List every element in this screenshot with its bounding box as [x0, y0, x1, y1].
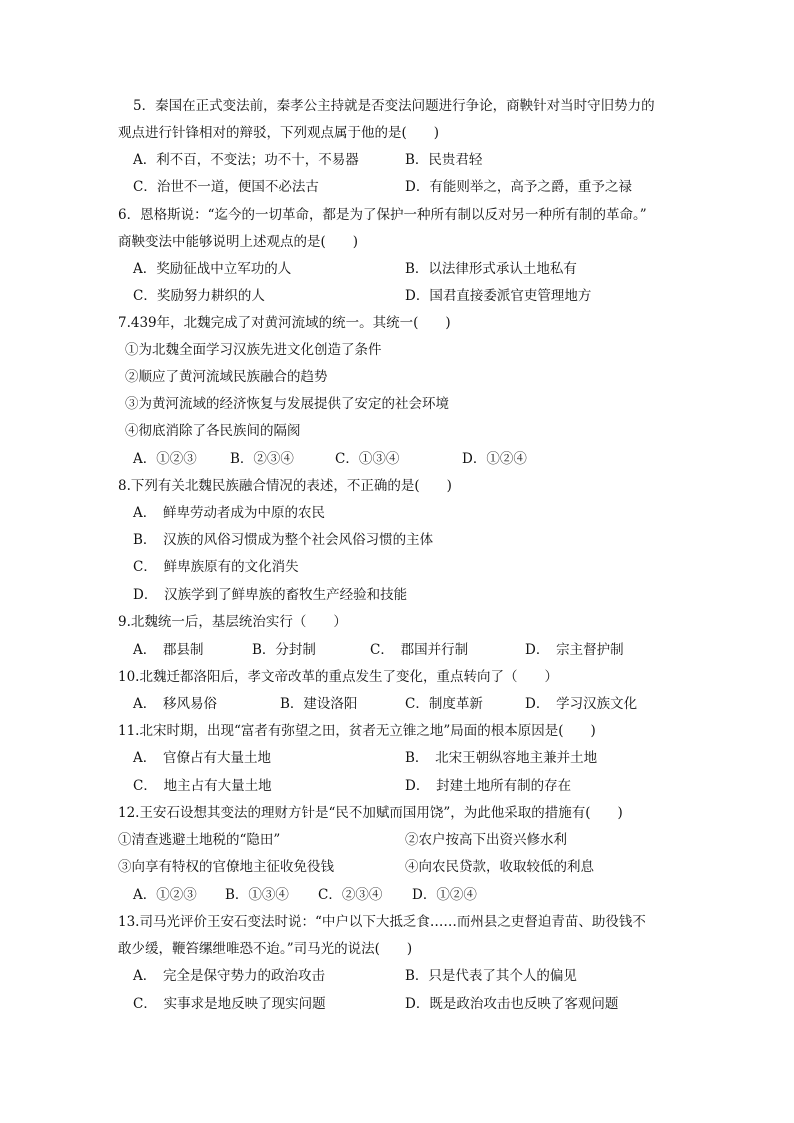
- q12-option-b: B．①③④: [225, 887, 289, 903]
- q7-item-2: ②顺应了黄河流域民族融合的趋势: [125, 369, 328, 385]
- q5-option-a: A．利不百，不变法；功不十，不易器: [133, 152, 359, 168]
- q8-stem: 8.下列有关北魏民族融合情况的表述，不正确的是( ): [118, 478, 452, 494]
- q5-option-c: C．治世不一道，便国不必法古: [133, 179, 319, 195]
- q8-option-b: B． 汉族的风俗习惯成为整个社会风俗习惯的主体: [133, 532, 434, 548]
- q6-option-d: D．国君直接委派官吏管理地方: [405, 288, 592, 304]
- q11-option-b: B． 北宋王朝纵容地主兼并土地: [405, 750, 598, 766]
- q7-item-3: ③为黄河流域的经济恢复与发展提供了安定的社会环境: [125, 396, 449, 412]
- q13-stem-line1: 13.司马光评价王安石变法时说：“中户以下大抵乏食……而州县之吏督迫青苗、助役钱不: [118, 914, 646, 930]
- q10-option-c: C．制度革新: [405, 696, 483, 712]
- q10-option-d: D． 学习汉族文化: [525, 696, 638, 712]
- q12-stem: 12.王安石设想其变法的理财方针是“民不加赋而国用饶”，为此他采取的措施有( ): [118, 805, 623, 821]
- q11-stem: 11.北宋时期，出现“富者有弥望之田，贫者无立锥之地”局面的根本原因是( ): [118, 723, 596, 739]
- q6-option-a: A．奖励征战中立军功的人: [133, 261, 292, 277]
- q12-item-4: ④向农民贷款，收取较低的利息: [405, 859, 594, 875]
- q8-option-a: A． 鲜卑劳动者成为中原的农民: [133, 505, 325, 521]
- q12-option-c: C．②③④: [318, 887, 383, 903]
- q7-item-4: ④彻底消除了各民族间的隔阂: [125, 423, 301, 439]
- q9-stem: 9.北魏统一后，基层统治实行（ ）: [118, 614, 347, 630]
- q12-item-2: ②农户按高下出资兴修水利: [405, 832, 567, 848]
- q11-option-a: A． 官僚占有大量土地: [133, 750, 271, 766]
- q6-option-b: B．以法律形式承认土地私有: [405, 261, 577, 277]
- q12-option-a: A．①②③: [133, 887, 197, 903]
- q8-option-d: D． 汉族学到了鲜卑族的畜牧生产经验和技能: [133, 587, 408, 603]
- q9-option-b: B．分封制: [252, 642, 316, 658]
- q7-stem: 7.439年，北魏完成了对黄河流域的统一。其统一( ): [118, 315, 451, 331]
- q7-option-d: D．①②④: [462, 451, 527, 467]
- q5-stem-line2: 观点进行针锋相对的辩驳，下列观点属于他的是( ): [118, 125, 440, 141]
- q10-option-b: B．建设洛阳: [280, 696, 358, 712]
- q13-option-b: B．只是代表了其个人的偏见: [405, 968, 577, 984]
- q5-stem-line1: 5．秦国在正式变法前，秦孝公主持就是否变法问题进行争论，商鞅针对当时守旧势力的: [133, 98, 655, 114]
- q13-option-a: A． 完全是保守势力的政治攻击: [133, 968, 325, 984]
- q5-option-d: D．有能则举之，高予之爵，重予之禄: [405, 179, 632, 195]
- q11-option-c: C． 地主占有大量土地: [133, 778, 272, 794]
- q13-option-d: D．既是政治攻击也反映了客观问题: [405, 996, 619, 1012]
- q8-option-c: C． 鲜卑族原有的文化消失: [133, 559, 299, 575]
- q10-option-a: A． 移风易俗: [133, 696, 217, 712]
- q6-stem-line2: 商鞅变法中能够说明上述观点的是( ): [118, 234, 359, 250]
- q7-option-c: C．①③④: [335, 451, 400, 467]
- q6-option-c: C．奖励努力耕织的人: [133, 288, 265, 304]
- q10-stem: 10.北魏迁都洛阳后，孝文帝改革的重点发生了变化，重点转向了（ ）: [118, 669, 558, 685]
- q12-item-3: ③向享有特权的官僚地主征收免役钱: [118, 859, 334, 875]
- q13-stem-line2: 敢少缓，鞭笞缧绁唯恐不迨。”司马光的说法( ): [118, 941, 413, 957]
- q9-option-d: D． 宗主督护制: [525, 642, 624, 658]
- q7-item-1: ①为北魏全面学习汉族先进文化创造了条件: [125, 342, 382, 358]
- q7-option-b: B．②③④: [230, 451, 294, 467]
- q7-option-a: A．①②③: [133, 451, 197, 467]
- q13-option-c: C． 实事求是地反映了现实问题: [133, 996, 326, 1012]
- q12-option-d: D．①②④: [412, 887, 477, 903]
- q9-option-a: A． 郡县制: [133, 642, 204, 658]
- q12-item-1: ①清查逃避土地税的“隐田”: [118, 832, 281, 848]
- q5-option-b: B．民贵君轻: [405, 152, 483, 168]
- q11-option-d: D． 封建土地所有制的存在: [405, 778, 572, 794]
- q9-option-c: C． 郡国并行制: [370, 642, 469, 658]
- q6-stem-line1: 6．恩格斯说：“迄今的一切革命，都是为了保护一种所有制以反对另一种所有制的革命。”: [118, 207, 647, 223]
